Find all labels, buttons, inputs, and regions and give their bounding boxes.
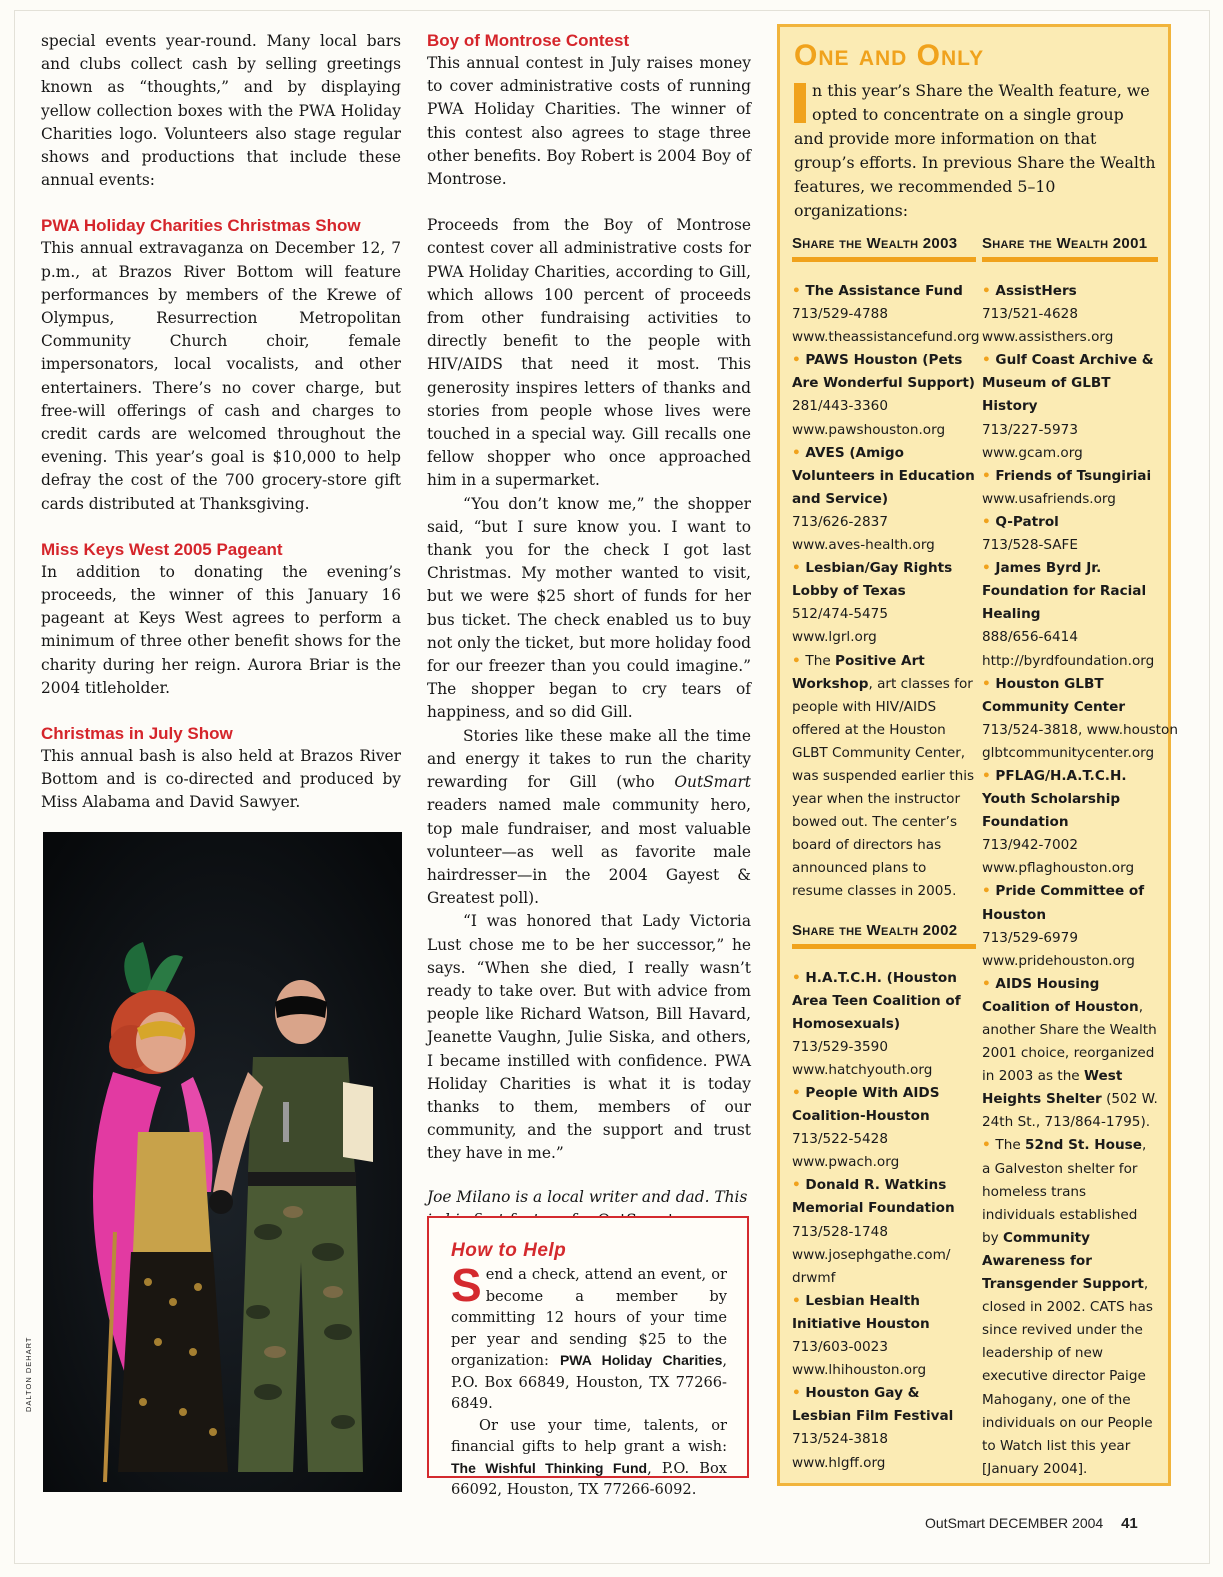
org-name: AIDS Housing Coalition of Houston — [982, 975, 1139, 1015]
bullet: • — [792, 1177, 806, 1194]
intro-paragraph: special events year-round. Many local bars and clubs collect cash by selling greetings known as “thoughts,” and by displaying yellow collection boxes with the PWA Holiday Charities logo. Volunteers also stage regular shows and productions that include these annual events: — [41, 32, 401, 190]
contact-line: www.hatchyouth.org — [792, 1061, 933, 1078]
contact-line: 713/942-7002 — [982, 837, 1078, 854]
bullet: • — [792, 283, 806, 299]
bullet: • — [982, 883, 996, 900]
contact-line: http://byrdfoundation.org — [982, 652, 1155, 669]
contact-line: www.lgrl.org — [792, 629, 877, 646]
org-name: Pride Committee of Houston — [982, 883, 1145, 923]
org-name: Friends of Tsungiriai — [995, 467, 1152, 484]
list-2003 — [792, 280, 980, 650]
org-name: AVES (Amigo Volunteers in Education and Service) — [792, 444, 975, 507]
org-name: Lesbian/Gay Rights Lobby of Texas — [792, 560, 953, 600]
contact-line: glbtcommunitycenter.org — [982, 744, 1155, 761]
section-pageant — [41, 539, 401, 700]
org-name: PWA Holiday Charities — [559, 1352, 723, 1368]
drop-cap: S — [451, 1259, 482, 1311]
list-item — [982, 673, 1178, 765]
list-item — [792, 280, 980, 349]
contact-line: 713/524-3818, www.houston — [982, 721, 1178, 738]
bullet: • — [792, 560, 806, 577]
contact-line: 713/227-5973 — [982, 421, 1078, 438]
section-text: In addition to donating the evening’s proceeds, the winner of this January 16 pageant at Keys West agrees to perform a minimum of three other benefit shows for the charity during her reign. Aurora Briar is the 2004 titleholder. — [41, 562, 401, 697]
list-item — [792, 349, 976, 441]
sidebar-intro — [794, 79, 1156, 223]
article-column-2 — [427, 30, 751, 1232]
help-body — [451, 1259, 727, 1501]
list-item — [982, 557, 1158, 672]
contact-line: www.lhihouston.org — [792, 1362, 927, 1379]
footer-date: DECEMBER 2004 — [988, 1515, 1104, 1531]
list-item — [792, 1290, 976, 1382]
contact-line: www.aves-health.org — [792, 537, 935, 554]
help-paragraph — [451, 1259, 727, 1415]
text-run: , closed in 2002. CATS has since revived under the leadership of new executive director Paige Mahogany, one of the individuals on our People to Watch list this year [January 2004]. — [982, 1276, 1153, 1477]
org-name: People With AIDS Coalition-Houston — [792, 1085, 940, 1125]
bullet: • — [792, 1292, 806, 1309]
page-number: 41 — [1121, 1515, 1138, 1532]
how-to-help-box — [427, 1216, 749, 1498]
list-item — [792, 1082, 976, 1174]
photo-illustration — [43, 832, 402, 1492]
org-name: Lesbian Health Initiative Houston — [792, 1292, 930, 1332]
list-2001 — [982, 280, 1178, 973]
section-heading: Christmas in July Show — [41, 724, 233, 744]
page-footer — [925, 1515, 1138, 1532]
one-and-only-sidebar — [777, 24, 1178, 1486]
list-item — [792, 557, 976, 649]
contact-line: 888/656-6414 — [982, 629, 1078, 646]
contact-line: 713/626-2837 — [792, 513, 888, 530]
sidebar-column-right — [982, 235, 1178, 1481]
org-name: PFLAG/H.A.T.C.H. Youth Scholarship Foundation — [982, 767, 1127, 831]
contact-line: www.hlgff.org — [792, 1454, 886, 1471]
paragraph: “You don’t know me,” the shopper said, “but I sure know you. I want to thank you for the check I got last Christmas. My mother wanted to visit, but we were $25 short of funds for her bus ticket. The check enabled us to buy not only the ticket, but more holiday food for our freezer than you could imagine.” The shopper began to cry tears of happiness, and so did Gill. — [427, 494, 751, 722]
contact-line: www.theassistancefund.org — [792, 329, 980, 346]
text-run: Stories like these make all the time and energy it takes to run the charity rewarding for Gill (who — [427, 726, 751, 792]
contact-line: 713/522-5428 — [792, 1131, 888, 1148]
text-run: readers named male community hero, top male fundraiser, and most valuable volunteer—as well as favorite male hairdresser—in the 2004 Gayest & Greatest poll). — [427, 796, 751, 908]
section-heading-boy-of-montrose: Boy of Montrose Contest — [427, 31, 630, 50]
bullet: • — [982, 975, 996, 992]
section-text: This annual bash is also held at Brazos River Bottom and is co-directed and produced by Miss Alabama and David Sawyer. — [41, 747, 401, 812]
footer-magazine: OutSmart — [925, 1515, 985, 1531]
contact-line: www.pawshouston.org — [792, 421, 946, 438]
list-item — [982, 1134, 1158, 1480]
org-name: Positive Art Workshop — [792, 652, 925, 692]
drop-cap: I — [794, 83, 806, 123]
text-run: end a check, attend an event, or become a member by committing 12 hours of your time per year and sending $25 to the organization: — [451, 1266, 727, 1369]
contact-line: 713/528-SAFE — [982, 537, 1078, 554]
contact-line: 713/524-3818 — [792, 1431, 888, 1448]
paragraph: Proceeds from the Boy of Montrose contest cover all administrative costs for PWA Holiday Charities, according to Gill, which allows 100 percent of proceeds from other fundraising activities to directly benefit to the people with HIV/AIDS that need it most. This generosity inspires letters of thanks and stories from people whose lives were touched in a special way. Gill recalls one fellow shopper who once approached him in a supermarket. — [427, 216, 751, 490]
text-run: , a Galveston shelter for homeless trans individuals established by — [982, 1137, 1147, 1246]
bullet: • — [792, 1385, 806, 1402]
bullet: • — [792, 1085, 806, 1101]
bullet: • — [982, 1137, 996, 1154]
contact-line: 281/443-3360 — [792, 398, 888, 415]
magazine-name: OutSmart — [674, 773, 751, 792]
contact-line: www.pflaghouston.org — [982, 860, 1135, 877]
org-name: James Byrd Jr. Foundation for Racial Healing — [982, 560, 1147, 623]
org-name: Houston Gay & Lesbian Film Festival — [792, 1385, 954, 1425]
org-name: The Wishful Thinking Fund — [451, 1459, 648, 1476]
text-run: The — [805, 652, 836, 669]
contact-line: 713/529-6979 — [982, 929, 1078, 946]
sidebar-title: One and Only — [794, 39, 985, 72]
list-2002 — [792, 967, 976, 1475]
sidebar-column-left — [792, 235, 980, 1475]
paragraph — [427, 725, 751, 911]
bullet: • — [792, 352, 806, 369]
contact-line: 713/521-4628 — [982, 306, 1078, 323]
bullet: • — [982, 513, 996, 530]
list-item — [982, 765, 1158, 880]
bullet: • — [792, 652, 806, 669]
list-item — [982, 880, 1158, 972]
text-run: n this year’s Share the Wealth feature, we opted to concentrate on a single group and provide more information on that group’s efforts. In previous Share the Wealth features, we recommended 5–10 organizations: — [794, 81, 1156, 220]
text-run: Or use your time, talents, or financial gifts to help grant a wish: — [451, 1416, 727, 1455]
text-run: (502 W. 24th St., 713/864-1795). — [982, 1091, 1158, 1131]
list-item — [982, 349, 1158, 464]
bullet: • — [982, 560, 996, 577]
bullet: • — [982, 467, 996, 484]
org-name: AssistHers — [995, 283, 1077, 299]
org-name: 52nd St. House — [1025, 1137, 1142, 1154]
paragraph: This annual contest in July raises money to cover administrative costs of running PWA Holiday Charities. The winner of this contest also agrees to stage three other benefits. Boy Robert is 2004 Boy of Montrose. — [427, 54, 751, 189]
text-run: The — [995, 1137, 1026, 1154]
list-item — [982, 511, 1158, 557]
bullet: • — [792, 444, 806, 461]
bullet: • — [792, 969, 806, 986]
org-name: Houston GLBT Community Center — [982, 675, 1126, 715]
contact-line: www.pridehouston.org — [982, 952, 1135, 969]
contact-line: www.usafriends.org — [982, 490, 1116, 507]
list-heading-2002: Share the Wealth 2002 — [792, 922, 976, 949]
costume-photo — [43, 832, 402, 1492]
org-name: Gulf Coast Archive & Museum of GLBT History — [982, 352, 1154, 415]
contact-line: 713/529-4788 — [792, 306, 888, 323]
section-heading: Miss Keys West 2005 Pageant — [41, 539, 283, 559]
text-run: , art classes for people with HIV/AIDS offered at the Houston GLBT Community Center, was suspended earlier this year when the instructor bowed out. The center’s board of directors has announced plans to resume classes in 2005. — [792, 675, 975, 900]
contact-line: 713/528-1748 — [792, 1223, 888, 1240]
contact-line: 713/603-0023 — [792, 1339, 888, 1356]
contact-line: 512/474-5475 — [792, 606, 888, 623]
help-title: How to Help — [451, 1240, 567, 1261]
list-heading-2003: Share the Wealth 2003 — [792, 235, 976, 262]
org-name: H.A.T.C.H. (Houston Area Teen Coalition of Homosexuals) — [792, 969, 961, 1032]
section-christmas-show — [41, 215, 401, 515]
list-item — [792, 442, 976, 557]
photo-credit: DALTON DEHART — [24, 1336, 33, 1412]
contact-line: 713/529-3590 — [792, 1038, 888, 1055]
bullet: • — [982, 352, 996, 369]
list-item — [982, 280, 1158, 349]
list-item — [792, 1174, 976, 1289]
org-name: Q-Patrol — [995, 513, 1059, 530]
contact-line: www.gcam.org — [982, 444, 1083, 461]
bullet: • — [982, 675, 996, 692]
section-christmas-in-july — [41, 723, 401, 815]
section-heading: PWA Holiday Charities Christmas Show — [41, 216, 361, 236]
text-run: , another Share the Wealth 2001 choice, reorganized in 2003 as the — [982, 998, 1157, 1085]
contact-line: www.pwach.org — [792, 1154, 900, 1171]
org-name: The Assistance Fund — [805, 283, 963, 299]
list-item — [792, 1382, 976, 1474]
contact-line: www.josephgathe.com/ — [792, 1246, 951, 1263]
help-paragraph — [451, 1415, 727, 1501]
org-name: PAWS Houston (Pets Are Wonderful Support) — [792, 352, 976, 392]
text-run: , P.O. Box 66092, Houston, TX 77266-6092. — [451, 1459, 727, 1498]
org-name: Donald R. Watkins Memorial Foundation — [792, 1177, 955, 1217]
list-item — [792, 967, 976, 1082]
section-text: This annual extravaganza on December 12, 7 p.m., at Brazos River Bottom will feature performances by members of the Krewe of Olympus, Resurrection Metropolitan Community Church choir, female impersonators, local vocalists, and other entertainers. There’s no cover charge, but free-will offerings of cash and charges to credit cards are welcomed throughout the evening. This year’s goal is $10,000 to help defray the cost of the 700 grocery-store gift cards distributed at Thanksgiving. — [41, 239, 401, 513]
org-name: West Heights Shelter — [982, 1068, 1123, 1108]
org-name: Community Awareness for Transgender Support — [982, 1229, 1144, 1293]
text-run: , P.O. Box 66849, Houston, TX 77266-6849. — [451, 1352, 727, 1412]
contact-line: www.assisthers.org — [982, 329, 1114, 346]
bullet: • — [982, 283, 996, 299]
list-item — [982, 465, 1158, 511]
contact-line: drwmf — [792, 1269, 836, 1286]
list-item — [982, 973, 1158, 1135]
byline-text: Joe Milano is a local writer and dad. This — [427, 1187, 748, 1206]
article-column-1 — [41, 30, 401, 815]
paragraph: “I was honored that Lady Victoria Lust chose me to be her successor,” he says. “When she died, I really wasn’t ready to take over. But with advice from people like Richard Watson, Bill Havard, Jeanette Vaughn, Julie Siska, and others, I became instilled with confidence. PWA Holiday Charities is what it is today thanks to them, members of our community, and the support and trust they have in me.” — [427, 912, 751, 1163]
list-heading-2001: Share the Wealth 2001 — [982, 235, 1158, 262]
bullet: • — [982, 767, 996, 784]
list-item — [792, 650, 976, 904]
